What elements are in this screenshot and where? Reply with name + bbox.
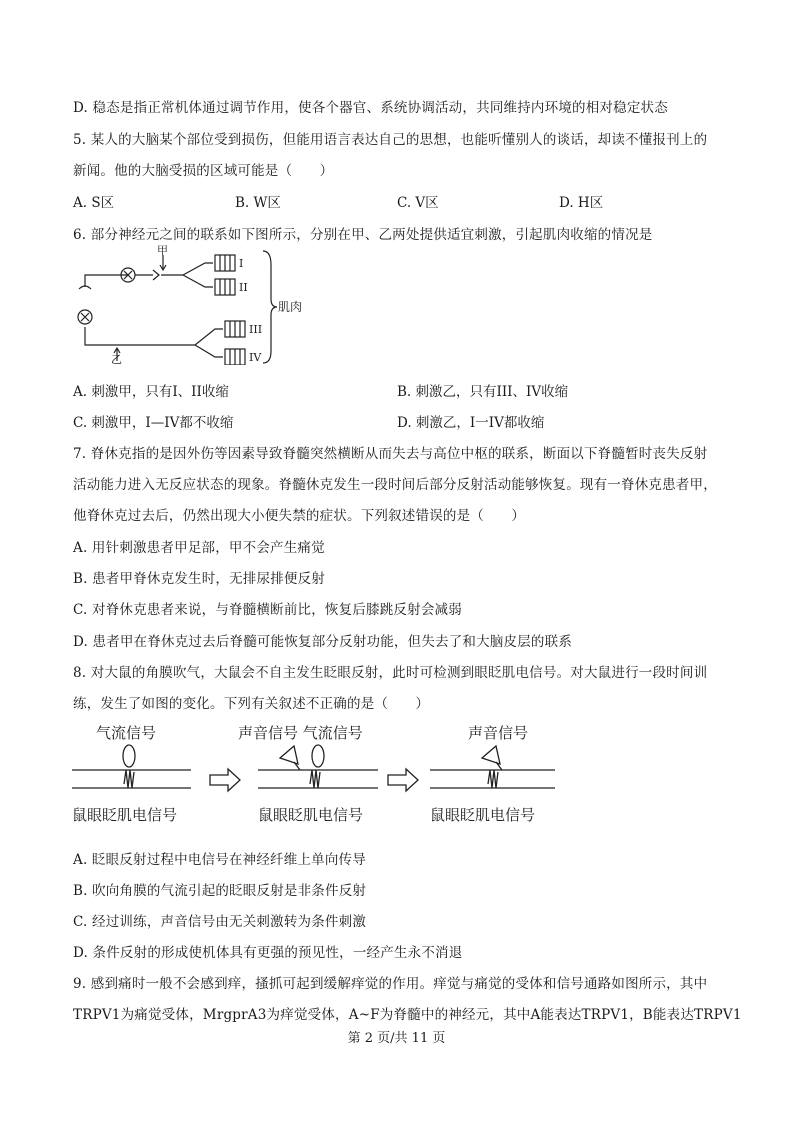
q7-option-a: A. 用针刺激患者甲足部，甲不会产生痛觉 bbox=[73, 540, 325, 556]
q8-option-b: B. 吹向角膜的气流引起的眨眼反射是非条件反射 bbox=[73, 883, 367, 899]
q6-neuron-figure bbox=[65, 245, 315, 365]
q6-option-d: D. 刺激乙，I一IV都收缩 bbox=[397, 415, 545, 431]
q6-option-b: B. 刺激乙，只有III、IV收缩 bbox=[397, 384, 569, 400]
q8-panel1-bottom-label: 鼠眼眨肌电信号 bbox=[72, 806, 178, 824]
q5-option-d: D. H区 bbox=[559, 195, 604, 211]
q6-option-a: A. 刺激甲，只有I、II收缩 bbox=[73, 384, 229, 400]
q7-option-c: C. 对脊休克患者来说，与脊髓横断前比，恢复后膝跳反射会减弱 bbox=[73, 602, 462, 618]
q8-option-a: A. 眨眼反射过程中电信号在神经纤维上单向传导 bbox=[73, 852, 366, 868]
q8-stem-line2: 练，发生了如图的变化。下列有关叙述不正确的是（ ） bbox=[73, 696, 430, 712]
q5-stem-line2: 新闻。他的大脑受损的区域可能是（ ） bbox=[73, 163, 334, 179]
q6-option-c: C. 刺激甲，I—IV都不收缩 bbox=[73, 415, 234, 431]
q6-muscle-label-3: III bbox=[249, 323, 263, 336]
q4-option-d: D. 稳态是指正常机体通过调节作用，使各个器官、系统协调活动，共同维持内环境的相对稳定状态 bbox=[73, 100, 668, 116]
q6-label-jia: 甲 bbox=[157, 245, 168, 257]
q8-panel3-top-label: 声音信号 bbox=[468, 724, 529, 742]
q7-option-d: D. 患者甲在脊休克过去后脊髓可能恢复部分反射功能，但失去了和大脑皮层的联系 bbox=[73, 634, 573, 650]
q8-panel2-top-label: 声音信号 气流信号 bbox=[238, 724, 363, 742]
q6-muscle-label-2: II bbox=[239, 281, 248, 294]
q5-option-b: B. W区 bbox=[235, 195, 281, 211]
q9-stem-line2: TRPV1为痛觉受体，MrgprA3为痒觉受体，A~F为脊髓中的神经元，其中A能表达TRPV1，B能表达TRPV1 bbox=[73, 1007, 742, 1023]
q8-option-c: C. 经过训练，声音信号由无关刺激转为条件刺激 bbox=[73, 914, 367, 930]
q5-option-a: A. S区 bbox=[73, 195, 115, 211]
q6-label-yi: 乙 bbox=[111, 353, 122, 365]
q8-option-d: D. 条件反射的形成使机体具有更强的预见性，一经产生永不消退 bbox=[73, 945, 463, 961]
q7-stem-line3: 他脊休克过去后，仍然出现大小便失禁的症状。下列叙述错误的是（ ） bbox=[73, 508, 526, 524]
q6-stem: 6. 部分神经元之间的联系如下图所示，分别在甲、乙两处提供适宜刺激，引起肌肉收缩的情况是 bbox=[73, 227, 653, 243]
q9-stem-line1: 9. 感到痛时一般不会感到痒，搔抓可起到缓解痒觉的作用。痒觉与痛觉的受体和信号通路如图所示，其中 bbox=[73, 976, 708, 992]
q8-panel1-top-label: 气流信号 bbox=[96, 724, 157, 742]
q7-stem-line2: 活动能力进入无反应状态的现象。脊髓休克发生一段时间后部分反射活动能够恢复。现有一脊休克患者甲， bbox=[73, 477, 717, 493]
q6-muscle-label: 肌肉 bbox=[278, 300, 303, 314]
q5-stem-line1: 5. 某人的大脑某个部位受到损伤，但能用语言表达自己的思想，也能听懂别人的谈话，却读不懂报刊上的 bbox=[73, 132, 708, 148]
q8-panel3-bottom-label: 鼠眼眨肌电信号 bbox=[430, 806, 536, 824]
page-footer: 第 2 页/共 11 页 bbox=[347, 1031, 446, 1046]
q6-muscle-label-1: I bbox=[239, 257, 244, 270]
q8-stem-line1: 8. 对大鼠的角膜吹气，大鼠会不自主发生眨眼反射，此时可检测到眼眨肌电信号。对大鼠进行一段时间训 bbox=[73, 665, 708, 681]
q6-muscle-label-4: IV bbox=[249, 351, 262, 364]
q5-option-c: C. V区 bbox=[397, 195, 439, 211]
q7-stem-line1: 7. 脊休克指的是因外伤等因素导致脊髓突然横断从而失去与高位中枢的联系，断面以下脊髓暂时丧失反射 bbox=[73, 446, 708, 462]
q8-conditioning-figure bbox=[68, 718, 568, 830]
q7-option-b: B. 患者甲脊休克发生时，无排尿排便反射 bbox=[73, 571, 326, 587]
q8-panel2-bottom-label: 鼠眼眨肌电信号 bbox=[258, 806, 364, 824]
